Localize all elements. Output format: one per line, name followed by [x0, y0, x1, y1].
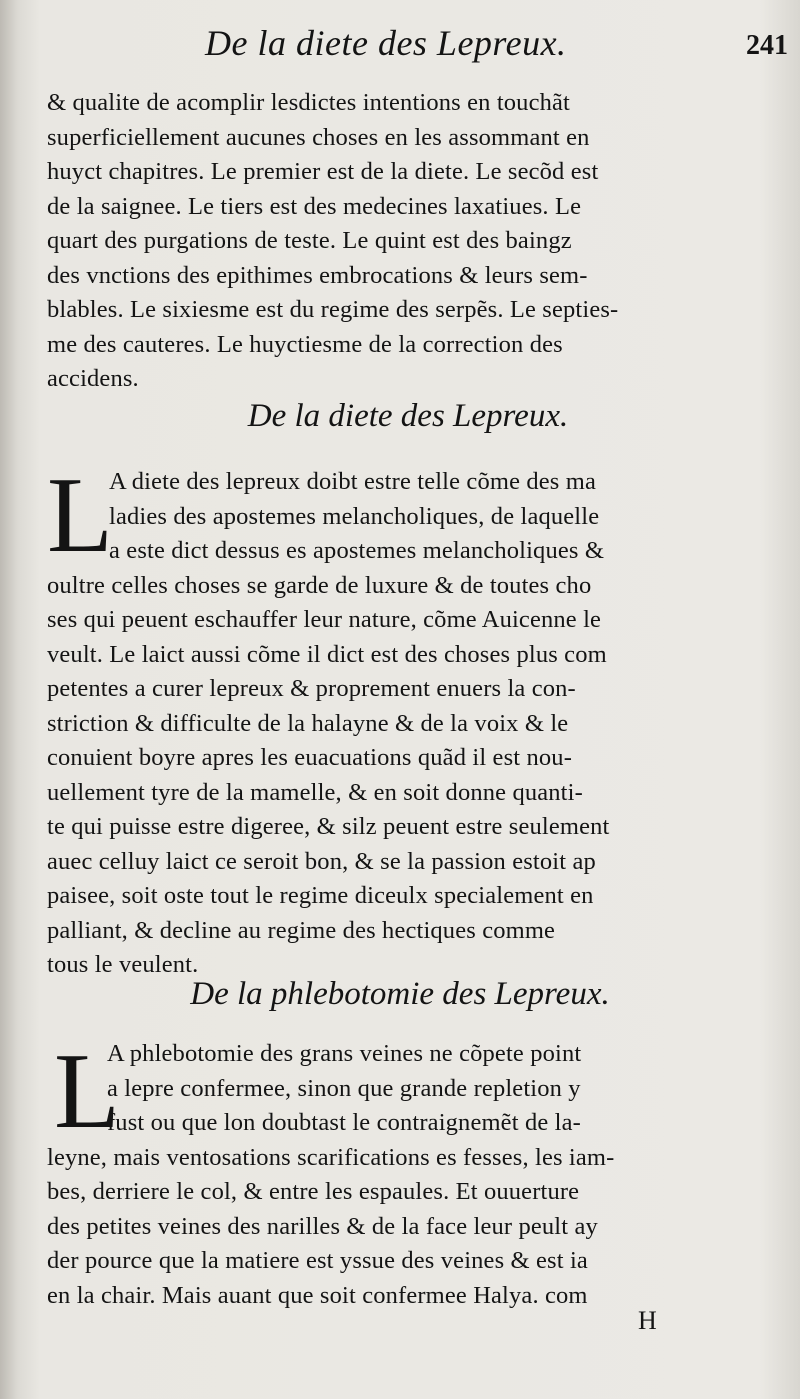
continued-paragraph-line: de la saignee. Le tiers est des medecines laxatiues. Le — [47, 192, 582, 220]
continued-paragraph-line: quart des purgations de teste. Le quint est des baingz — [47, 227, 572, 254]
section-heading-diete-text: De la diete des Lepreux. — [247, 398, 569, 434]
page-header — [0, 20, 800, 70]
continued-paragraph-line: huyct chapitres. Le premier est de la diete. Le secõd est — [47, 158, 599, 185]
continued-paragraph-line: des vnctions des epithimes embrocations & leurs sem- — [47, 261, 588, 289]
diete-paragraph-line: petentes a curer lepreux & proprement enuers la con- — [47, 675, 576, 702]
continued-paragraph-line: & qualite de acomplir lesdictes intentions en touchãt — [47, 89, 570, 116]
phlebotomie-paragraph-line: a lepre confermee, sinon que grande repletion y — [107, 1074, 581, 1102]
running-title: De la diete des Lepreux. — [205, 23, 567, 63]
phlebotomie-paragraph-line: der pource que la matiere est yssue des veines & est ia — [47, 1247, 588, 1274]
continued-paragraph-line: superficiellement aucunes choses en les assommant en — [47, 123, 590, 151]
continued-paragraph-line: me des cauteres. Le huyctiesme de la correction des — [47, 330, 563, 358]
phlebotomie-paragraph-line: des petites veines des narilles & de la face leur peult ay — [47, 1212, 598, 1240]
diete-paragraph-line: auec celluy laict ce seroit bon, & se la passion estoit ap — [47, 847, 596, 875]
continued-paragraph-line: accidens. — [47, 365, 139, 392]
section-heading-phlebotomie-text: De la phlebotomie des Lepreux. — [190, 976, 610, 1012]
diete-paragraph-line: a este dict dessus es apostemes melancholiques & — [109, 537, 605, 564]
diete-paragraph-line: ladies des apostemes melancholiques, de laquelle — [109, 502, 600, 530]
diete-paragraph-line: oultre celles choses se garde de luxure & de toutes cho — [47, 571, 592, 599]
section-body-phlebotomie — [47, 1032, 767, 1313]
catchword: H — [638, 1306, 657, 1335]
continued-paragraph — [47, 86, 767, 397]
phlebotomie-paragraph-line: leyne, mais ventosations scarifications es fesses, les iam- — [47, 1143, 615, 1171]
diete-paragraph-line: te qui puisse estre digeree, & silz peuent estre seulement — [47, 813, 610, 840]
diete-paragraph-line: palliant, & decline au regime des hectiques comme — [47, 916, 556, 944]
section-heading-diete — [0, 398, 800, 435]
diete-paragraph-line: tous le veulent. — [47, 951, 199, 978]
phlebotomie-paragraph-line: en la chair. Mais auant que soit confermee Halya. com — [47, 1281, 588, 1309]
diete-paragraph-line: ses qui peuent eschauffer leur nature, cõme Auicenne le — [47, 606, 602, 633]
diete-paragraph-line: uellement tyre de la mamelle, & en soit donne quanti- — [47, 778, 583, 806]
dropcap-diete: L — [47, 456, 113, 575]
phlebotomie-paragraph-line: A phlebotomie des grans veines ne cõpete point — [107, 1040, 582, 1067]
dropcap-phlebotomie: L — [54, 1032, 120, 1151]
page-number: 241 — [746, 30, 788, 61]
phlebotomie-paragraph-line: fust ou que lon doubtast le contraignemẽt de la- — [107, 1109, 581, 1136]
diete-paragraph-line: veult. Le laict aussi cõme il dict est des choses plus com — [47, 640, 607, 668]
continued-paragraph-line: blables. Le sixiesme est du regime des serpẽs. Le septies- — [47, 296, 619, 323]
diete-paragraph-line: paisee, soit oste tout le regime diceulx specialement en — [47, 882, 594, 909]
section-heading-phlebotomie — [0, 976, 800, 1013]
diete-paragraph-line: conuient boyre apres les euacuations quãd il est nou- — [47, 744, 573, 771]
section-body-diete — [47, 465, 767, 983]
phlebotomie-paragraph-line: bes, derriere le col, & entre les espaules. Et ouuerture — [47, 1178, 580, 1205]
diete-paragraph-line: striction & difficulte de la halayne & de la voix & le — [47, 709, 569, 737]
diete-paragraph-line: A diete des lepreux doibt estre telle cõme des ma — [109, 468, 596, 495]
